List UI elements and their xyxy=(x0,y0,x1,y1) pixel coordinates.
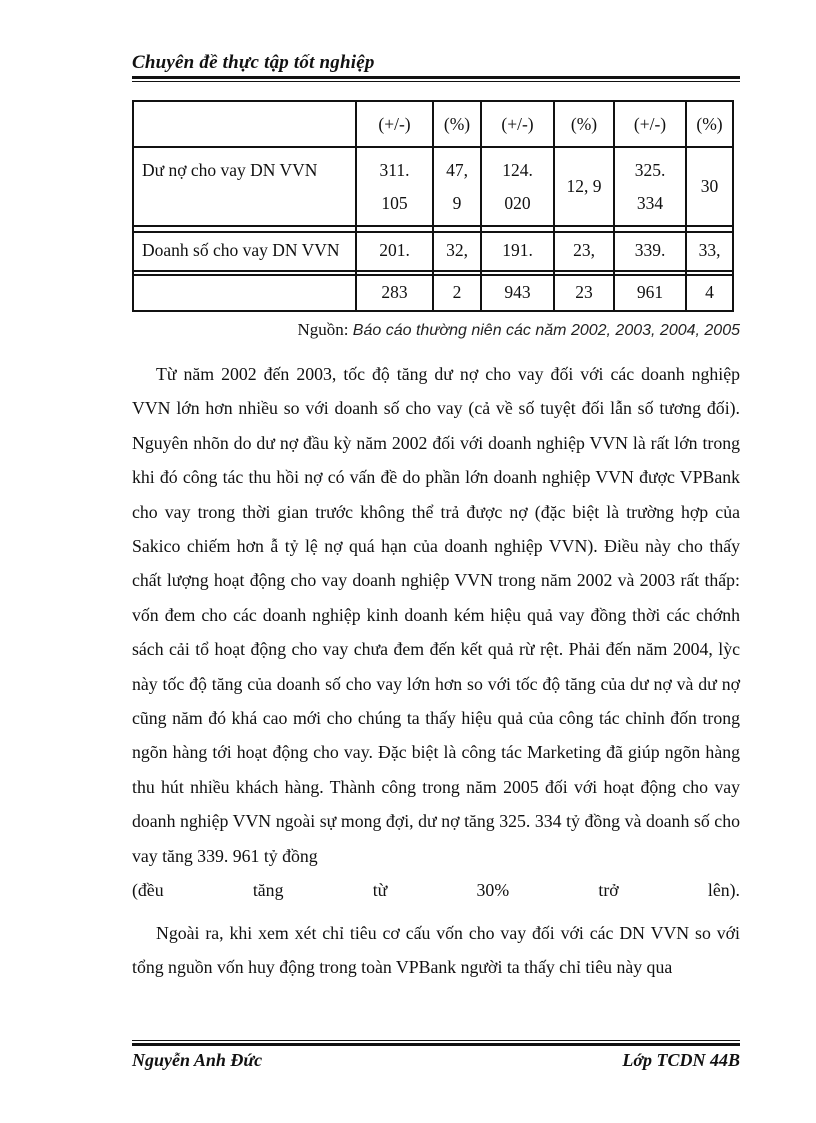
table-cell: 47, 9 xyxy=(446,160,468,213)
table-hline xyxy=(132,270,734,272)
table-cell: 33, xyxy=(698,240,721,260)
table-source xyxy=(298,320,740,340)
paragraph-1-last-line: (đều tăng từ 30% trở lên). xyxy=(132,880,740,901)
table-cell: 12, 9 xyxy=(566,176,602,196)
table-cell: 311. 105 xyxy=(379,160,410,213)
table-row-label: Doanh số cho vay DN VVN xyxy=(142,240,340,260)
table-cell: 30 xyxy=(700,176,719,196)
paragraph-2: Ngoài ra, khi xem xét chỉ tiêu cơ cấu vốn cho vay đối với các DN VVN so với tổng nguồn vốn huy động trong toàn VPBank người ta thấy chỉ tiêu này qua xyxy=(132,922,740,977)
table-header-cell: (%) xyxy=(570,114,598,134)
table-hline xyxy=(132,231,734,233)
table-cell: 943 xyxy=(504,282,531,302)
table-cell: 339. xyxy=(634,240,666,260)
table-cell: 283 xyxy=(381,282,408,302)
paragraph-1: Từ năm 2002 đến 2003, tốc độ tăng dư nợ cho vay đối với các doanh nghiệp VVN lớn hơn nhiều so với doanh số cho vay (cả về số tuyệt đối lẫn số tương đối). Nguyên nhõn do dư nợ đầu kỳ năm 2002 đối với doanh nghiệp VVN là rất lớn trong khi đó công tác thu hồi nợ có vấn đề do phần lớn doanh nghiệp VVN được VPBank cho vay trong thời gian trước không thể trả được nợ (đặc biệt là trường hợp của Sakico chiếm hơn ẫ tỷ lệ nợ quá hạn của doanh nghiệp VVN). Điều này cho thấy chất lượng hoạt động cho vay doanh nghiệp VVN trong năm 2002 và 2003 rất thấp: vốn đem cho các doanh nghiệp kinh doanh kém hiệu quả vay đồng thời các chớnh sách cải tổ hoạt động cho vay chưa đem đến kết quả rừ rệt. Phải đến năm 2004, lỳc này tốc độ tăng của doanh số cho vay lớn hơn so với tốc độ tăng của dư nợ và dư nợ cũng năm đó khá cao mới cho chúng ta thấy hiệu quả của công tác chỉnh đốn trong ngõn hàng tới hoạt động cho vay. Đặc biệt là công tác Marketing đã giúp ngõn hàng thu hút nhiều khách hàng. Thành công trong năm 2005 đối với hoạt động cho vay doanh nghiệp VVN ngoài sự mong đợi, dư nợ tăng 325. 334 tỷ đồng và doanh số cho vay tăng 339. 961 tỷ đồng xyxy=(132,364,740,866)
table-row-label: Dư nợ cho vay DN VVN xyxy=(142,160,318,180)
data-table xyxy=(132,100,734,312)
table-cell: 23 xyxy=(575,282,593,302)
table-cell: 2 xyxy=(452,282,462,302)
source-citation: Báo cáo thường niên các năm 2002, 2003, 2004, 2005 xyxy=(352,322,740,339)
source-label: Nguồn: xyxy=(297,320,349,339)
table-hline xyxy=(132,146,734,148)
table-cell: 201. xyxy=(379,240,410,260)
page-header-title: Chuyên đề thực tập tốt nghiệp xyxy=(132,52,375,73)
table-cell: 325. 334 xyxy=(634,160,666,213)
footer-rule-thin xyxy=(132,1040,740,1041)
table-header-cell: (%) xyxy=(696,114,723,134)
header-rule-thin xyxy=(132,81,740,82)
table-cell: 124. 020 xyxy=(502,160,533,213)
header-rule xyxy=(132,76,740,79)
table-hline xyxy=(132,225,734,227)
footer-class: Lớp TCDN 44B xyxy=(622,1050,740,1070)
footer-rule xyxy=(132,1043,740,1046)
table-header-cell: (+/-) xyxy=(501,114,534,134)
table-cell: 191. xyxy=(502,240,533,260)
table-header-cell: (+/-) xyxy=(633,114,667,134)
body-text xyxy=(132,357,740,984)
footer-author: Nguyễn Anh Đức xyxy=(132,1050,263,1070)
table-header-cell: (+/-) xyxy=(378,114,411,134)
table-cell: 4 xyxy=(705,282,714,302)
table-cell: 32, xyxy=(446,240,468,260)
table-cell: 961 xyxy=(636,282,664,302)
table-header-cell: (%) xyxy=(443,114,471,134)
table-cell: 23, xyxy=(573,240,595,260)
